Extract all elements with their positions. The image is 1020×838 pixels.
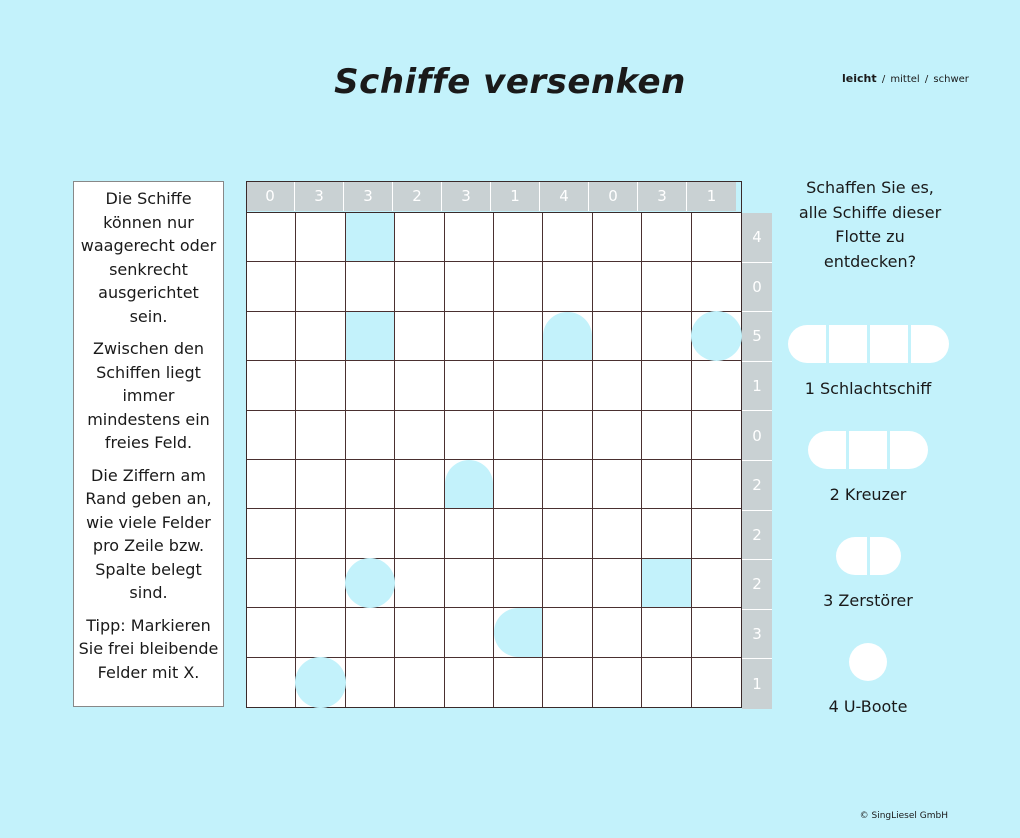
board-cell[interactable] [346,608,395,657]
board-cell[interactable] [593,559,642,608]
board-cell[interactable] [247,312,296,361]
board-cell[interactable] [296,460,345,509]
row-clue: 1 [742,659,772,709]
row-clue: 3 [742,610,772,660]
column-clue: 0 [589,181,638,211]
board-cell[interactable] [593,213,642,262]
board-cell[interactable] [296,509,345,558]
board-cell[interactable] [247,460,296,509]
board-cell[interactable] [445,262,494,311]
board-cell[interactable] [543,411,592,460]
board-cell[interactable] [395,509,444,558]
difficulty-easy[interactable]: leicht [842,72,877,85]
column-clue: 3 [638,181,687,211]
difficulty-selector [842,72,969,85]
difficulty-medium[interactable]: mittel [890,74,920,85]
board-cell[interactable] [445,213,494,262]
board-cell[interactable] [692,262,741,311]
board-cell[interactable] [247,411,296,460]
board-cell[interactable] [395,361,444,410]
difficulty-hard[interactable]: schwer [933,74,969,85]
board-cell[interactable] [593,509,642,558]
board-cell[interactable] [543,312,592,361]
board-cell[interactable] [395,262,444,311]
page-title: Schiffe versenken [334,62,686,102]
board-cell[interactable] [395,411,444,460]
board-cell[interactable] [395,559,444,608]
row-clue: 4 [742,213,772,263]
board-cell[interactable] [642,411,691,460]
board-cell[interactable] [543,559,592,608]
hint-circle-icon [691,311,742,361]
board-cell[interactable] [692,658,741,707]
board-cell[interactable] [593,608,642,657]
board-cell[interactable] [543,460,592,509]
column-clue: 3 [344,181,393,211]
board-cell[interactable] [445,312,494,361]
board-cell[interactable] [395,460,444,509]
fleet-battleship [780,325,956,398]
board-cell[interactable] [692,411,741,460]
board-cell[interactable] [445,411,494,460]
board-cell[interactable] [346,658,395,707]
board-cell[interactable] [543,213,592,262]
board-cell[interactable] [494,658,543,707]
board-cell[interactable] [543,509,592,558]
board-cell[interactable] [593,460,642,509]
board-cell[interactable] [296,361,345,410]
board-cell[interactable] [593,411,642,460]
column-clue: 1 [687,181,736,211]
board-cell[interactable] [494,213,543,262]
board-cell[interactable] [247,559,296,608]
row-clue: 2 [742,560,772,610]
destroyer-icon [836,537,901,575]
board-cell[interactable] [395,658,444,707]
row-clue: 2 [742,511,772,561]
hint-end-top-icon [445,460,493,508]
board-cell[interactable] [642,658,691,707]
board-cell[interactable] [445,658,494,707]
board-cell[interactable] [593,361,642,410]
row-clue: 0 [742,263,772,313]
board-cell[interactable] [346,559,395,608]
board-cell[interactable] [395,608,444,657]
board-cell[interactable] [346,460,395,509]
board-cell[interactable] [543,262,592,311]
board-cell[interactable] [445,608,494,657]
board-cell[interactable] [247,213,296,262]
column-clue: 3 [295,181,344,211]
board-cell[interactable] [642,460,691,509]
battleship-icon [788,325,949,363]
board-cell[interactable] [346,509,395,558]
board-cell[interactable] [247,262,296,311]
fleet-label: 2 Kreuzer [829,485,907,504]
board-cell[interactable] [296,559,345,608]
rule-text: Zwischen den Schiffen liegt immer mindestens ein freies Feld. [87,339,210,452]
column-clue: 3 [442,181,491,211]
rule-text: Die Ziffern am Rand geben an, wie viele Felder pro Zeile bzw. Spalte belegt sind. [85,465,212,602]
fleet-cruiser [780,431,956,504]
fleet-label: 3 Zerstörer [823,591,913,610]
hint-cell-square[interactable] [346,213,395,262]
board-cell[interactable] [395,213,444,262]
board-cell[interactable] [642,213,691,262]
board-cell[interactable] [692,213,741,262]
rule-text: Die Schiffe können nur waagerecht oder senkrecht ausgerichtet sein. [80,189,217,326]
board-cell[interactable] [692,312,741,361]
board-cell[interactable] [543,658,592,707]
hint-circle-icon [345,558,395,608]
board-cell[interactable] [642,361,691,410]
board-cell[interactable] [247,509,296,558]
board-cell[interactable] [346,262,395,311]
fleet-label: 4 U-Boote [828,697,908,716]
copyright: © SingLiesel GmbH [859,811,948,821]
board-cell[interactable] [593,658,642,707]
hint-cell-square[interactable] [642,559,691,608]
difficulty-separator: / [881,74,886,85]
board-cell[interactable] [395,312,444,361]
board-cell[interactable] [692,460,741,509]
board-cell[interactable] [494,559,543,608]
column-clue: 0 [246,181,295,211]
hint-circle-icon [295,657,345,708]
board-cell[interactable] [642,509,691,558]
board-cell[interactable] [296,262,345,311]
board-cell[interactable] [494,262,543,311]
submarine-icon [849,643,887,681]
hint-end-left-icon [494,608,542,656]
tip-text: Tipp: Markieren Sie frei bleibende Felder mit X. [78,615,219,682]
board-cell[interactable] [494,509,543,558]
column-clue: 1 [491,181,540,211]
board-cell[interactable] [692,509,741,558]
column-clue: 4 [540,181,589,211]
game-board [246,212,742,708]
column-clues [246,181,736,211]
board-cell[interactable] [494,312,543,361]
board-cell[interactable] [543,361,592,410]
fleet-label: 1 Schlachtschiff [804,379,932,398]
board-cell[interactable] [494,411,543,460]
board-cell[interactable] [247,608,296,657]
fleet-submarine [780,643,956,716]
board-cell[interactable] [296,312,345,361]
board-cell[interactable] [346,411,395,460]
board-cell[interactable] [494,460,543,509]
board-cell[interactable] [642,608,691,657]
board-cell[interactable] [593,262,642,311]
row-clue: 5 [742,312,772,362]
hint-end-top-icon [543,312,591,360]
fleet-destroyer [780,537,956,610]
board-cell[interactable] [445,361,494,410]
row-clue: 1 [742,362,772,412]
row-clues [742,213,772,709]
board-cell[interactable] [445,509,494,558]
column-clue: 2 [393,181,442,211]
board-cell[interactable] [296,608,345,657]
board-cell[interactable] [346,361,395,410]
row-clue: 2 [742,461,772,511]
board-cell[interactable] [494,361,543,410]
board-cell[interactable] [247,658,296,707]
intro-text: Schaffen Sie es, alle Schiffe dieser Flotte zu entdecken? [798,178,942,271]
board-cell[interactable] [445,460,494,509]
board-cell[interactable] [642,262,691,311]
board-cell[interactable] [692,559,741,608]
board-cell[interactable] [445,559,494,608]
board-cell[interactable] [494,608,543,657]
board-cell[interactable] [296,411,345,460]
board-cell[interactable] [543,608,592,657]
board-cell[interactable] [296,213,345,262]
board-cell[interactable] [593,312,642,361]
board-cell[interactable] [247,361,296,410]
board-cell[interactable] [642,312,691,361]
board-cell[interactable] [692,361,741,410]
cruiser-icon [808,431,928,469]
difficulty-separator: / [924,74,929,85]
rules-box [73,181,224,707]
board-cell[interactable] [296,658,345,707]
row-clue: 0 [742,411,772,461]
hint-cell-square[interactable] [346,312,395,361]
board-cell[interactable] [692,608,741,657]
